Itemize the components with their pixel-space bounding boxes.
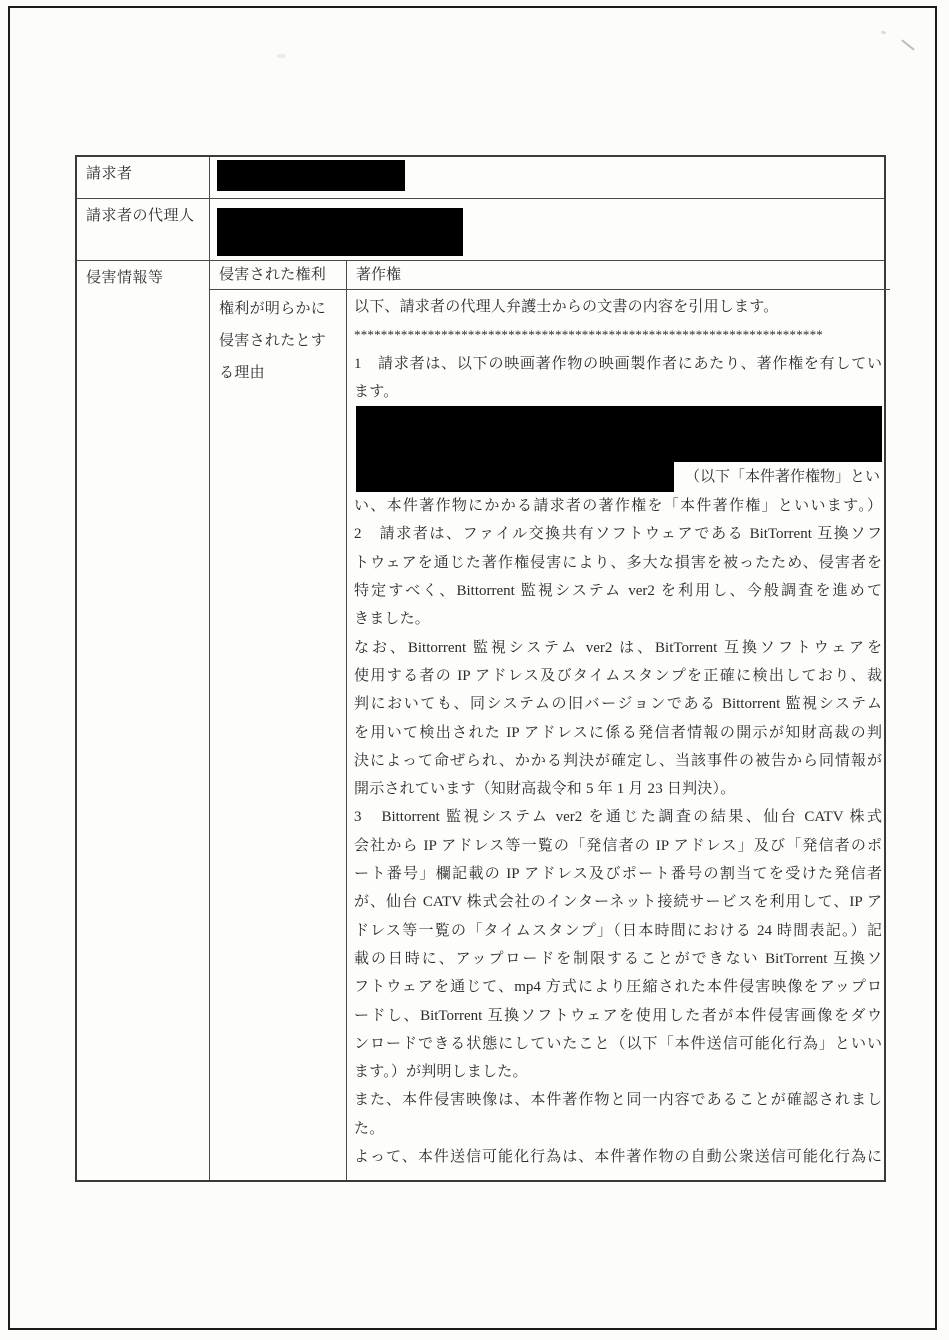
reason-text-line: ート番号」欄記載の IP アドレス及びポート番号の割当てを受けた発信者: [354, 866, 882, 883]
reason-row: [210, 290, 890, 1180]
infringement-row: [77, 261, 884, 1180]
reason-text: [347, 290, 890, 1180]
work-title-redaction-upper: [356, 406, 882, 462]
reason-label-line: る理由: [219, 365, 265, 381]
reason-text-line: ードし、BitTorrent 互換ソフトウェアを使用した者が本件侵害画像をダウ: [354, 1007, 882, 1024]
infringement-sub-table: [210, 261, 890, 1180]
agent-row: [77, 199, 884, 261]
reason-text-line: 判においても、同システムの旧バージョンである Bittorrent 監視システム: [354, 696, 882, 713]
work-title-caption: （以下「本件著作権物」とい: [684, 469, 880, 486]
reason-text-line: い、本件著作物にかかる請求者の著作権を「本件著作権」といいます。）: [354, 498, 882, 515]
reason-text-line: た。: [354, 1120, 385, 1137]
scan-artifact-smudge: [276, 54, 286, 58]
reason-text-line: また、本件侵害映像は、本件著作物と同一内容であることが確認されまし: [354, 1092, 882, 1109]
claimant-value-cell: [210, 157, 884, 198]
reason-text-line: 載の日時に、アップロードを制限することができない BitTorrent 互換ソ: [354, 950, 882, 967]
reason-text-line: ドレス等一覧の「タイムスタンプ」（日本時間における 24 時間表記。）記: [354, 922, 882, 939]
agent-value-cell: [210, 199, 884, 260]
reason-text-line: なお、Bittorrent 監視システム ver2 は、BitTorrent 互換ソフトウェアを: [354, 639, 882, 656]
reason-text-line: 特定すべく、Bittorrent 監視システム ver2 を利用し、今般調査を進めて: [354, 583, 882, 600]
reason-label-line: 権利が明らかに: [219, 301, 327, 317]
reason-text-line: を用いて検出された IP アドレスに係る発信者情報の開示が知財高裁の判: [354, 724, 882, 741]
claimant-row: [77, 157, 884, 199]
work-title-redaction-lower: [356, 462, 674, 492]
reason-text-line: きました。: [354, 611, 431, 628]
reason-text-line: 決によって命ぜられ、かかる判決が確定し、当該事件の被告から同情報が: [354, 752, 882, 769]
reason-text-line: **********************************************************************: [354, 327, 823, 343]
reason-label-line: 侵害されたとす: [219, 333, 327, 349]
work-title-redaction-block: [356, 406, 882, 492]
reason-text-line: 開示されています（知財高裁令和 5 年 1 月 23 日判決）。: [354, 781, 736, 798]
disclosure-request-table: [75, 155, 886, 1182]
reason-text-line: 1 請求者は、以下の映画著作物の映画製作者にあたり、著作権を有してい: [354, 355, 882, 372]
reason-text-line: が、仙台 CATV 株式会社のインターネット接続サービスを利用して、IP ア: [354, 894, 882, 911]
reason-text-line: よって、本件送信可能化行為は、本件著作物の自動公衆送信可能化行為に: [354, 1149, 882, 1166]
reason-text-line: ます。: [354, 383, 399, 400]
reason-text-line: トウェアを通じた著作権侵害により、多大な損害を被ったため、侵害者を: [354, 554, 882, 571]
infringed-right-label: 侵害された権利: [210, 261, 347, 289]
reason-text-line: ンロードできる状態にしていたこと（以下「本件送信可能化行為」といい: [354, 1035, 882, 1052]
reason-text-line: 3 Bittorrent 監視システム ver2 を通じた調査の結果、仙台 CATV 株式: [354, 809, 882, 826]
reason-text-line: 以下、請求者の代理人弁護士からの文書の内容を引用します。: [354, 299, 779, 315]
reason-text-line: 使用する者の IP アドレス及びタイムスタンプを正確に検出しており、裁: [354, 667, 882, 684]
reason-label: [210, 290, 347, 1180]
reason-text-line: フトウェアを通じて、mp4 方式により圧縮された本件侵害映像をアップロ: [354, 979, 882, 996]
agent-redaction-bar: [217, 208, 463, 256]
reason-text-line: ます。）が判明しました。: [354, 1064, 528, 1081]
claimant-label: 請求者: [77, 157, 210, 198]
infringement-label: 侵害情報等: [77, 261, 210, 1180]
reason-text-line: 会社から IP アドレス等一覧の「発信者の IP アドレス」及び「発信者のポ: [354, 837, 882, 854]
agent-label: 請求者の代理人: [77, 199, 210, 260]
claimant-redaction-bar: [217, 160, 405, 191]
reason-text-line: 2 請求者は、ファイル交換共有ソフトウェアである BitTorrent 互換ソフ: [354, 526, 882, 543]
infringed-right-value: 著作権: [356, 267, 402, 283]
infringed-right-row: [210, 261, 890, 290]
